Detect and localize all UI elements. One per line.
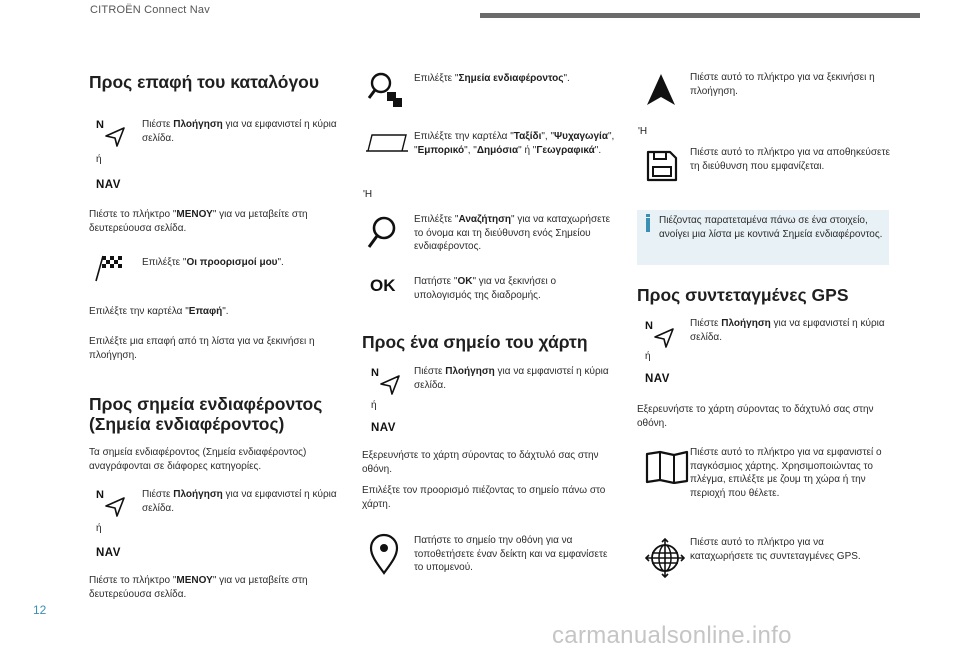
nav-instruction: Πιέστε Πλοήγηση για να εμφανιστεί η κύρια σελίδα. [414,366,609,391]
nav-button-glyph [96,117,132,197]
start-navigation-icon [645,72,677,108]
nav-instruction: Πιέστε Πλοήγηση για να εμφανιστεί η κύρια σελίδα. [142,489,337,514]
contact-list-instruction: Επιλέξτε μια επαφή από τη λίστα για να ξεκινήσει η πλοήγηση. [89,336,315,361]
poi-select-instruction: Επιλέξτε "Σημεία ενδιαφέροντος". [414,73,570,84]
heading-poi: Προς σημεία ενδιαφέροντος (Σημεία ενδιαφέροντος) [89,394,323,434]
world-map-instruction: Πιέστε αυτό το πλήκτρο για να εμφανιστεί ο παγκόσμιος χάρτης. Χρησιμοποιώντας το πλέγμα, επιλέξτε με ζουμ τη χώρα ή την περιοχή που θέλετε. [690,447,882,499]
or-label: ή [645,351,651,362]
navigation-arrow-icon [104,127,126,147]
tip-box [637,210,889,265]
select-destination-instruction: Επιλέξτε τον προορισμό πιέζοντας το σημείο πάνω στο χάρτη. [362,485,606,510]
or-label: 'Η [363,189,373,200]
explore-map-instruction: Εξερευνήστε το χάρτη σύροντας το δάχτυλό σας στην οθόνη. [362,450,599,475]
save-address-instruction: Πιέστε αυτό το πλήκτρο για να αποθηκεύσετε τη διεύθυνση που εμφανίζεται. [690,147,890,172]
nav-instruction: Πιέστε Πλοήγηση για να εμφανιστεί η κύρια σελίδα. [690,318,885,343]
tip-text: Πιέζοντας παρατεταμένα πάνω σε ένα στοιχείο, ανοίγει μια λίστα με κοντινά Σημεία ενδιαφέροντος. [659,215,883,240]
poi-tabs-instruction: Επιλέξτε την καρτέλα "Ταξίδι", "Ψυχαγωγία", "Εμπορικό", "Δημόσια" ή "Γεωγραφικά". [414,131,615,156]
my-destinations-instruction: Επιλέξτε "Οι προορισμοί μου". [142,257,284,268]
nav-n-letter: N [371,367,379,379]
search-instruction: Επιλέξτε "Αναζήτηση" για να καταχωρήσετε το όνομα και τη διεύθυνση ενός Σημείου ενδιαφέροντος. [414,214,611,252]
or-label: ή [96,523,102,534]
heading-contact: Προς επαφή του καταλόγου [89,72,320,92]
nav-n-letter: N [96,489,104,501]
heading-gps: Προς συντεταγμένες GPS [637,285,849,305]
nav-button-glyph [645,318,681,398]
navigation-arrow-icon [653,328,675,348]
heading-map-point: Προς ένα σημείο του χάρτη [362,332,588,352]
explore-map-instruction: Εξερευνήστε το χάρτη σύροντας το δάχτυλό σας στην οθόνη. [637,404,874,429]
nav-n-letter: N [645,320,653,332]
world-map-icon [645,450,689,484]
nav-label: NAV [96,547,121,559]
save-icon [645,149,679,183]
tab-icon [366,133,408,153]
gps-coordinates-instruction: Πιέστε αυτό το πλήκτρο για να καταχωρήσετε τις συντεταγμένες GPS. [690,537,861,562]
nav-label: NAV [645,373,670,385]
ok-instruction: Πατήστε "OK" για να ξεκινήσει ο υπολογισμός της διαδρομής. [414,276,557,301]
poi-intro: Τα σημεία ενδιαφέροντος (Σημεία ενδιαφέροντος) αναγράφονται σε διάφορες κατηγορίες. [89,447,307,472]
page-number: 12 [33,603,47,617]
menu-instruction: Πιέστε το πλήκτρο "ΜΕΝΟΥ" για να μεταβείτε στη δευτερεύουσα σελίδα. [89,209,308,234]
nav-instruction: Πιέστε Πλοήγηση για να εμφανιστεί η κύρια σελίδα. [142,119,337,144]
search-icon [366,214,402,250]
checkered-flag-icon [94,253,124,283]
or-label: 'Η [638,126,648,137]
nav-button-glyph [371,365,407,445]
navigation-arrow-icon [104,497,126,517]
document-header: CITROËN Connect Nav [90,4,210,16]
nav-button-glyph [96,487,132,567]
or-label: ή [96,154,102,165]
gps-globe-icon [645,538,685,578]
nav-label: NAV [371,422,396,434]
info-icon-dot [646,214,650,217]
ok-button-glyph: OK [370,276,396,295]
start-navigation-instruction: Πιέστε αυτό το πλήκτρο για να ξεκινήσει η πλοήγηση. [690,72,875,97]
nav-n-letter: N [96,119,104,131]
navigation-arrow-icon [379,375,401,395]
info-icon [646,218,650,232]
watermark: carmanualsonline.info [552,622,792,649]
menu-instruction: Πιέστε το πλήκτρο "ΜΕΝΟΥ" για να μεταβείτε στη δευτερεύουσα σελίδα. [89,575,308,600]
contact-tab-instruction: Επιλέξτε την καρτέλα "Επαφή". [89,306,229,317]
or-label: ή [371,400,377,411]
header-rule [480,13,920,18]
map-pin-icon [368,533,400,575]
nav-label: NAV [96,179,121,191]
place-marker-instruction: Πατήστε το σημείο την οθόνη για να τοποθετήσετε έναν δείκτη και να εμφανίσετε το υπομενού. [414,535,608,573]
poi-search-icon [366,70,406,110]
